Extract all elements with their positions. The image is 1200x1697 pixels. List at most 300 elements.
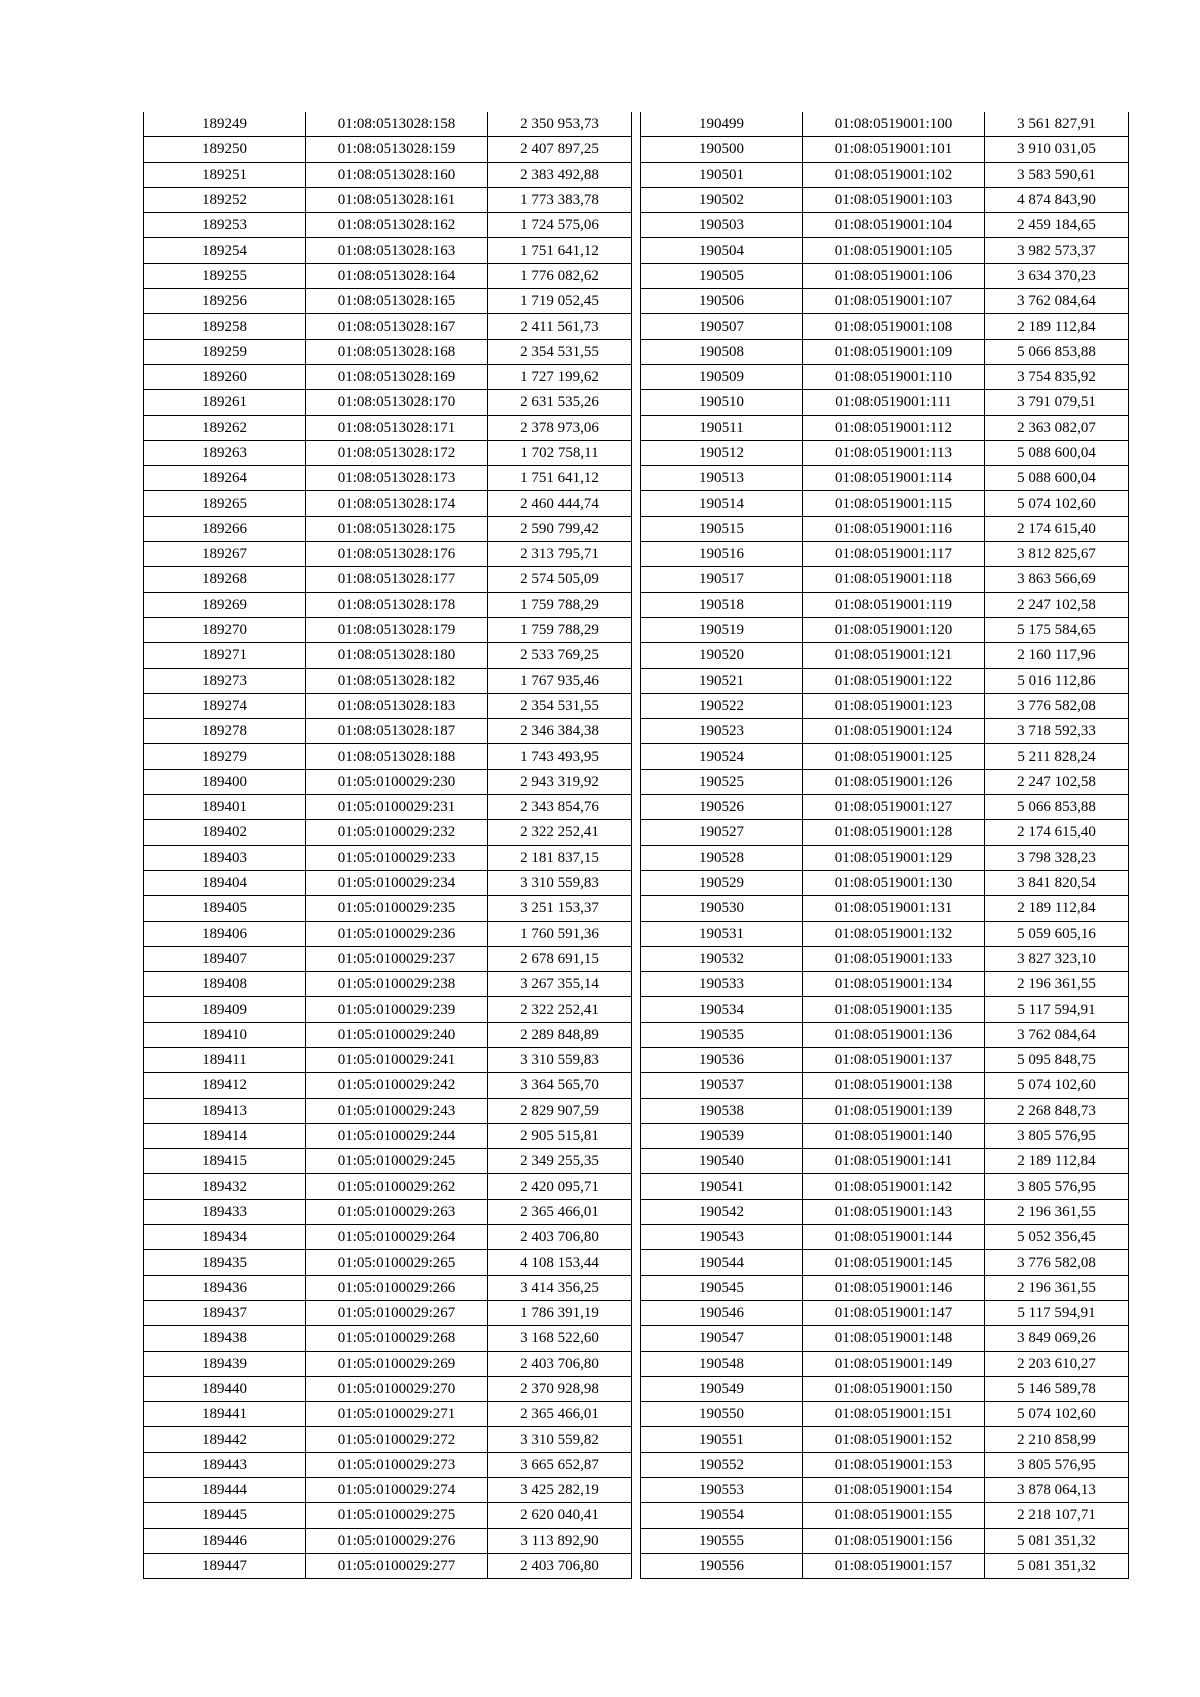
cadastral-number-cell: 01:08:0513028:159 xyxy=(306,137,488,162)
cadastral-number-cell: 01:05:0100029:231 xyxy=(306,795,488,820)
cadastral-value-cell: 2 459 184,65 xyxy=(985,213,1129,238)
cadastral-number-cell: 01:05:0100029:266 xyxy=(306,1275,488,1300)
table-row xyxy=(641,542,1129,567)
table-row xyxy=(144,592,632,617)
cadastral-value-cell: 2 403 706,80 xyxy=(488,1553,632,1578)
table-row xyxy=(144,617,632,642)
table-row xyxy=(144,1427,632,1452)
cadastral-number-cell: 01:08:0513028:160 xyxy=(306,162,488,187)
table-row xyxy=(641,1351,1129,1376)
record-number-cell: 190543 xyxy=(641,1225,803,1250)
record-number-cell: 189440 xyxy=(144,1376,306,1401)
record-number-cell: 190524 xyxy=(641,744,803,769)
cadastral-value-cell: 3 310 559,82 xyxy=(488,1427,632,1452)
table-row xyxy=(641,1250,1129,1275)
record-number-cell: 189403 xyxy=(144,845,306,870)
cadastral-number-cell: 01:08:0519001:142 xyxy=(803,1174,985,1199)
cadastral-number-cell: 01:05:0100029:244 xyxy=(306,1123,488,1148)
cadastral-number-cell: 01:08:0519001:126 xyxy=(803,769,985,794)
cadastral-number-cell: 01:08:0513028:165 xyxy=(306,289,488,314)
record-number-cell: 189253 xyxy=(144,213,306,238)
cadastral-number-cell: 01:08:0519001:146 xyxy=(803,1275,985,1300)
cadastral-number-cell: 01:08:0519001:130 xyxy=(803,870,985,895)
cadastral-number-cell: 01:08:0513028:169 xyxy=(306,364,488,389)
cadastral-value-cell: 2 196 361,55 xyxy=(985,1199,1129,1224)
cadastral-value-cell: 3 776 582,08 xyxy=(985,693,1129,718)
record-number-cell: 190502 xyxy=(641,187,803,212)
table-row xyxy=(144,1022,632,1047)
cadastral-number-cell: 01:08:0519001:150 xyxy=(803,1376,985,1401)
cadastral-value-cell: 2 383 492,88 xyxy=(488,162,632,187)
cadastral-value-cell: 5 081 351,32 xyxy=(985,1528,1129,1553)
record-number-cell: 189278 xyxy=(144,719,306,744)
record-number-cell: 190539 xyxy=(641,1123,803,1148)
cadastral-number-cell: 01:08:0513028:158 xyxy=(306,112,488,137)
record-number-cell: 189442 xyxy=(144,1427,306,1452)
table-row xyxy=(641,997,1129,1022)
cadastral-number-cell: 01:08:0513028:162 xyxy=(306,213,488,238)
left-register-table xyxy=(143,112,632,1579)
cadastral-value-cell: 2 174 615,40 xyxy=(985,516,1129,541)
table-row xyxy=(641,820,1129,845)
record-number-cell: 190530 xyxy=(641,896,803,921)
record-number-cell: 190554 xyxy=(641,1503,803,1528)
table-row xyxy=(144,668,632,693)
record-number-cell: 189273 xyxy=(144,668,306,693)
cadastral-value-cell: 2 160 117,96 xyxy=(985,643,1129,668)
record-number-cell: 190512 xyxy=(641,440,803,465)
cadastral-number-cell: 01:08:0513028:171 xyxy=(306,415,488,440)
table-row xyxy=(641,1047,1129,1072)
left-table-body xyxy=(144,112,632,1579)
record-number-cell: 190534 xyxy=(641,997,803,1022)
table-row xyxy=(641,1225,1129,1250)
cadastral-number-cell: 01:08:0519001:143 xyxy=(803,1199,985,1224)
record-number-cell: 189434 xyxy=(144,1225,306,1250)
cadastral-value-cell: 2 460 444,74 xyxy=(488,491,632,516)
record-number-cell: 189256 xyxy=(144,289,306,314)
table-row xyxy=(144,1528,632,1553)
cadastral-number-cell: 01:08:0513028:179 xyxy=(306,617,488,642)
table-row xyxy=(641,719,1129,744)
cadastral-number-cell: 01:08:0519001:119 xyxy=(803,592,985,617)
record-number-cell: 189408 xyxy=(144,972,306,997)
record-number-cell: 190550 xyxy=(641,1402,803,1427)
table-row xyxy=(144,896,632,921)
cadastral-value-cell: 1 773 383,78 xyxy=(488,187,632,212)
record-number-cell: 190529 xyxy=(641,870,803,895)
cadastral-number-cell: 01:08:0519001:125 xyxy=(803,744,985,769)
cadastral-value-cell: 2 378 973,06 xyxy=(488,415,632,440)
record-number-cell: 190499 xyxy=(641,112,803,137)
record-number-cell: 189250 xyxy=(144,137,306,162)
table-row xyxy=(641,769,1129,794)
record-number-cell: 189414 xyxy=(144,1123,306,1148)
record-number-cell: 190535 xyxy=(641,1022,803,1047)
cadastral-number-cell: 01:08:0519001:134 xyxy=(803,972,985,997)
cadastral-number-cell: 01:05:0100029:241 xyxy=(306,1047,488,1072)
table-row xyxy=(641,870,1129,895)
cadastral-value-cell: 5 117 594,91 xyxy=(985,1300,1129,1325)
record-number-cell: 189260 xyxy=(144,364,306,389)
record-number-cell: 189441 xyxy=(144,1402,306,1427)
record-number-cell: 190533 xyxy=(641,972,803,997)
table-row xyxy=(641,1098,1129,1123)
record-number-cell: 190556 xyxy=(641,1553,803,1578)
cadastral-value-cell: 2 365 466,01 xyxy=(488,1199,632,1224)
table-row xyxy=(144,263,632,288)
table-row xyxy=(641,668,1129,693)
table-row xyxy=(641,1553,1129,1578)
table-row xyxy=(641,1326,1129,1351)
table-row xyxy=(144,162,632,187)
record-number-cell: 189439 xyxy=(144,1351,306,1376)
cadastral-value-cell: 3 841 820,54 xyxy=(985,870,1129,895)
cadastral-number-cell: 01:05:0100029:242 xyxy=(306,1073,488,1098)
cadastral-value-cell: 2 407 897,25 xyxy=(488,137,632,162)
cadastral-number-cell: 01:08:0513028:161 xyxy=(306,187,488,212)
table-row xyxy=(641,946,1129,971)
cadastral-value-cell: 1 743 493,95 xyxy=(488,744,632,769)
table-row xyxy=(144,744,632,769)
cadastral-value-cell: 3 910 031,05 xyxy=(985,137,1129,162)
cadastral-value-cell: 2 343 854,76 xyxy=(488,795,632,820)
cadastral-value-cell: 2 354 531,55 xyxy=(488,339,632,364)
table-row xyxy=(144,1300,632,1325)
cadastral-value-cell: 3 798 328,23 xyxy=(985,845,1129,870)
cadastral-value-cell: 1 727 199,62 xyxy=(488,364,632,389)
cadastral-number-cell: 01:08:0519001:148 xyxy=(803,1326,985,1351)
cadastral-value-cell: 3 665 652,87 xyxy=(488,1452,632,1477)
table-row xyxy=(144,1199,632,1224)
table-row xyxy=(641,1300,1129,1325)
record-number-cell: 190504 xyxy=(641,238,803,263)
record-number-cell: 189415 xyxy=(144,1149,306,1174)
cadastral-number-cell: 01:08:0513028:164 xyxy=(306,263,488,288)
cadastral-value-cell: 5 146 589,78 xyxy=(985,1376,1129,1401)
cadastral-number-cell: 01:08:0519001:112 xyxy=(803,415,985,440)
table-row xyxy=(144,1402,632,1427)
cadastral-value-cell: 2 403 706,80 xyxy=(488,1225,632,1250)
cadastral-number-cell: 01:08:0519001:155 xyxy=(803,1503,985,1528)
cadastral-value-cell: 2 247 102,58 xyxy=(985,769,1129,794)
cadastral-value-cell: 3 425 282,19 xyxy=(488,1478,632,1503)
cadastral-value-cell: 3 634 370,23 xyxy=(985,263,1129,288)
cadastral-value-cell: 3 805 576,95 xyxy=(985,1123,1129,1148)
cadastral-number-cell: 01:08:0513028:182 xyxy=(306,668,488,693)
cadastral-number-cell: 01:08:0513028:183 xyxy=(306,693,488,718)
table-row xyxy=(641,744,1129,769)
cadastral-value-cell: 5 059 605,16 xyxy=(985,921,1129,946)
record-number-cell: 189412 xyxy=(144,1073,306,1098)
cadastral-number-cell: 01:08:0519001:120 xyxy=(803,617,985,642)
cadastral-number-cell: 01:05:0100029:274 xyxy=(306,1478,488,1503)
record-number-cell: 190518 xyxy=(641,592,803,617)
cadastral-number-cell: 01:08:0513028:167 xyxy=(306,314,488,339)
cadastral-number-cell: 01:05:0100029:236 xyxy=(306,921,488,946)
cadastral-number-cell: 01:08:0513028:170 xyxy=(306,390,488,415)
cadastral-value-cell: 3 762 084,64 xyxy=(985,289,1129,314)
record-number-cell: 189400 xyxy=(144,769,306,794)
cadastral-number-cell: 01:05:0100029:263 xyxy=(306,1199,488,1224)
cadastral-value-cell: 3 718 592,33 xyxy=(985,719,1129,744)
record-number-cell: 189261 xyxy=(144,390,306,415)
cadastral-number-cell: 01:08:0519001:108 xyxy=(803,314,985,339)
table-row xyxy=(144,238,632,263)
cadastral-number-cell: 01:08:0519001:122 xyxy=(803,668,985,693)
table-row xyxy=(144,1326,632,1351)
record-number-cell: 190508 xyxy=(641,339,803,364)
record-number-cell: 189405 xyxy=(144,896,306,921)
cadastral-value-cell: 3 812 825,67 xyxy=(985,542,1129,567)
cadastral-value-cell: 2 631 535,26 xyxy=(488,390,632,415)
record-number-cell: 189262 xyxy=(144,415,306,440)
record-number-cell: 190538 xyxy=(641,1098,803,1123)
record-number-cell: 189410 xyxy=(144,1022,306,1047)
cadastral-value-cell: 3 414 356,25 xyxy=(488,1275,632,1300)
cadastral-value-cell: 2 354 531,55 xyxy=(488,693,632,718)
cadastral-number-cell: 01:08:0519001:138 xyxy=(803,1073,985,1098)
record-number-cell: 190521 xyxy=(641,668,803,693)
table-row xyxy=(144,845,632,870)
table-row xyxy=(641,845,1129,870)
table-row xyxy=(641,1123,1129,1148)
table-row xyxy=(144,769,632,794)
cadastral-number-cell: 01:05:0100029:273 xyxy=(306,1452,488,1477)
table-row xyxy=(144,112,632,137)
record-number-cell: 190523 xyxy=(641,719,803,744)
table-row xyxy=(144,795,632,820)
cadastral-value-cell: 2 196 361,55 xyxy=(985,972,1129,997)
cadastral-number-cell: 01:05:0100029:268 xyxy=(306,1326,488,1351)
table-row xyxy=(144,1275,632,1300)
table-row xyxy=(641,1022,1129,1047)
record-number-cell: 189413 xyxy=(144,1098,306,1123)
cadastral-value-cell: 2 268 848,73 xyxy=(985,1098,1129,1123)
record-number-cell: 190526 xyxy=(641,795,803,820)
table-row xyxy=(641,314,1129,339)
cadastral-number-cell: 01:05:0100029:232 xyxy=(306,820,488,845)
table-row xyxy=(641,238,1129,263)
cadastral-number-cell: 01:08:0519001:154 xyxy=(803,1478,985,1503)
record-number-cell: 189270 xyxy=(144,617,306,642)
record-number-cell: 190507 xyxy=(641,314,803,339)
table-row xyxy=(641,491,1129,516)
cadastral-value-cell: 5 095 848,75 xyxy=(985,1047,1129,1072)
right-register-table xyxy=(640,112,1129,1579)
table-row xyxy=(641,693,1129,718)
cadastral-value-cell: 5 117 594,91 xyxy=(985,997,1129,1022)
cadastral-value-cell: 2 905 515,81 xyxy=(488,1123,632,1148)
table-row xyxy=(144,997,632,1022)
cadastral-value-cell: 3 754 835,92 xyxy=(985,364,1129,389)
record-number-cell: 190547 xyxy=(641,1326,803,1351)
cadastral-number-cell: 01:08:0519001:110 xyxy=(803,364,985,389)
cadastral-value-cell: 3 267 355,14 xyxy=(488,972,632,997)
table-row xyxy=(641,617,1129,642)
cadastral-number-cell: 01:08:0519001:104 xyxy=(803,213,985,238)
table-row xyxy=(144,1149,632,1174)
table-row xyxy=(144,1073,632,1098)
table-row xyxy=(144,1250,632,1275)
table-row xyxy=(144,314,632,339)
cadastral-value-cell: 2 313 795,71 xyxy=(488,542,632,567)
cadastral-number-cell: 01:05:0100029:238 xyxy=(306,972,488,997)
cadastral-number-cell: 01:08:0519001:115 xyxy=(803,491,985,516)
record-number-cell: 190517 xyxy=(641,567,803,592)
cadastral-number-cell: 01:05:0100029:239 xyxy=(306,997,488,1022)
record-number-cell: 189435 xyxy=(144,1250,306,1275)
record-number-cell: 189268 xyxy=(144,567,306,592)
record-number-cell: 189438 xyxy=(144,1326,306,1351)
record-number-cell: 190537 xyxy=(641,1073,803,1098)
table-row xyxy=(641,1478,1129,1503)
record-number-cell: 190525 xyxy=(641,769,803,794)
record-number-cell: 190509 xyxy=(641,364,803,389)
table-row xyxy=(144,972,632,997)
cadastral-value-cell: 5 052 356,45 xyxy=(985,1225,1129,1250)
table-row xyxy=(641,1402,1129,1427)
table-row xyxy=(641,137,1129,162)
record-number-cell: 189436 xyxy=(144,1275,306,1300)
cadastral-value-cell: 2 174 615,40 xyxy=(985,820,1129,845)
table-row xyxy=(641,162,1129,187)
cadastral-value-cell: 3 762 084,64 xyxy=(985,1022,1129,1047)
table-row xyxy=(144,1351,632,1376)
record-number-cell: 190546 xyxy=(641,1300,803,1325)
record-number-cell: 190544 xyxy=(641,1250,803,1275)
table-row xyxy=(144,1123,632,1148)
table-row xyxy=(641,643,1129,668)
cadastral-value-cell: 3 168 522,60 xyxy=(488,1326,632,1351)
table-row xyxy=(144,1376,632,1401)
record-number-cell: 189252 xyxy=(144,187,306,212)
record-number-cell: 189263 xyxy=(144,440,306,465)
cadastral-number-cell: 01:08:0519001:127 xyxy=(803,795,985,820)
cadastral-number-cell: 01:08:0519001:111 xyxy=(803,390,985,415)
cadastral-number-cell: 01:08:0519001:153 xyxy=(803,1452,985,1477)
record-number-cell: 189407 xyxy=(144,946,306,971)
table-row xyxy=(641,440,1129,465)
cadastral-value-cell: 3 805 576,95 xyxy=(985,1174,1129,1199)
cadastral-value-cell: 2 189 112,84 xyxy=(985,314,1129,339)
cadastral-value-cell: 5 211 828,24 xyxy=(985,744,1129,769)
cadastral-value-cell: 3 849 069,26 xyxy=(985,1326,1129,1351)
record-number-cell: 189259 xyxy=(144,339,306,364)
cadastral-value-cell: 5 016 112,86 xyxy=(985,668,1129,693)
cadastral-value-cell: 3 827 323,10 xyxy=(985,946,1129,971)
cadastral-number-cell: 01:08:0519001:106 xyxy=(803,263,985,288)
cadastral-number-cell: 01:05:0100029:235 xyxy=(306,896,488,921)
table-row xyxy=(641,516,1129,541)
cadastral-value-cell: 2 350 953,73 xyxy=(488,112,632,137)
cadastral-number-cell: 01:08:0519001:145 xyxy=(803,1250,985,1275)
table-row xyxy=(641,390,1129,415)
cadastral-number-cell: 01:08:0519001:113 xyxy=(803,440,985,465)
record-number-cell: 190505 xyxy=(641,263,803,288)
cadastral-number-cell: 01:05:0100029:243 xyxy=(306,1098,488,1123)
table-row xyxy=(144,440,632,465)
record-number-cell: 190548 xyxy=(641,1351,803,1376)
cadastral-number-cell: 01:05:0100029:265 xyxy=(306,1250,488,1275)
record-number-cell: 190515 xyxy=(641,516,803,541)
table-row xyxy=(641,592,1129,617)
record-number-cell: 189279 xyxy=(144,744,306,769)
record-number-cell: 189447 xyxy=(144,1553,306,1578)
cadastral-number-cell: 01:08:0519001:117 xyxy=(803,542,985,567)
cadastral-number-cell: 01:08:0519001:133 xyxy=(803,946,985,971)
cadastral-value-cell: 4 874 843,90 xyxy=(985,187,1129,212)
record-number-cell: 189254 xyxy=(144,238,306,263)
record-number-cell: 190506 xyxy=(641,289,803,314)
table-row xyxy=(641,567,1129,592)
record-number-cell: 189411 xyxy=(144,1047,306,1072)
table-row xyxy=(144,567,632,592)
record-number-cell: 190531 xyxy=(641,921,803,946)
cadastral-value-cell: 3 805 576,95 xyxy=(985,1452,1129,1477)
cadastral-value-cell: 3 583 590,61 xyxy=(985,162,1129,187)
table-row xyxy=(144,187,632,212)
table-row xyxy=(144,390,632,415)
record-number-cell: 189437 xyxy=(144,1300,306,1325)
cadastral-number-cell: 01:05:0100029:240 xyxy=(306,1022,488,1047)
table-row xyxy=(641,795,1129,820)
cadastral-number-cell: 01:08:0519001:147 xyxy=(803,1300,985,1325)
cadastral-number-cell: 01:08:0519001:152 xyxy=(803,1427,985,1452)
cadastral-value-cell: 1 776 082,62 xyxy=(488,263,632,288)
cadastral-number-cell: 01:05:0100029:271 xyxy=(306,1402,488,1427)
cadastral-value-cell: 1 702 758,11 xyxy=(488,440,632,465)
cadastral-value-cell: 1 751 641,12 xyxy=(488,238,632,263)
table-row xyxy=(144,1047,632,1072)
cadastral-value-cell: 5 088 600,04 xyxy=(985,440,1129,465)
cadastral-value-cell: 2 196 361,55 xyxy=(985,1275,1129,1300)
cadastral-number-cell: 01:08:0519001:129 xyxy=(803,845,985,870)
record-number-cell: 189258 xyxy=(144,314,306,339)
cadastral-value-cell: 3 364 565,70 xyxy=(488,1073,632,1098)
table-row xyxy=(641,339,1129,364)
table-row xyxy=(641,1528,1129,1553)
table-row xyxy=(641,213,1129,238)
table-row xyxy=(144,820,632,845)
cadastral-value-cell: 3 113 892,90 xyxy=(488,1528,632,1553)
table-row xyxy=(641,1427,1129,1452)
table-row xyxy=(641,187,1129,212)
cadastral-value-cell: 3 310 559,83 xyxy=(488,1047,632,1072)
cadastral-number-cell: 01:08:0519001:132 xyxy=(803,921,985,946)
table-row xyxy=(144,921,632,946)
cadastral-number-cell: 01:08:0519001:114 xyxy=(803,466,985,491)
table-row xyxy=(144,415,632,440)
table-row xyxy=(144,1174,632,1199)
record-number-cell: 189251 xyxy=(144,162,306,187)
cadastral-number-cell: 01:08:0519001:149 xyxy=(803,1351,985,1376)
record-number-cell: 189404 xyxy=(144,870,306,895)
table-row xyxy=(144,289,632,314)
record-number-cell: 190501 xyxy=(641,162,803,187)
record-number-cell: 190522 xyxy=(641,693,803,718)
cadastral-value-cell: 2 322 252,41 xyxy=(488,820,632,845)
record-number-cell: 190536 xyxy=(641,1047,803,1072)
table-row xyxy=(641,466,1129,491)
cadastral-value-cell: 2 203 610,27 xyxy=(985,1351,1129,1376)
table-row xyxy=(144,643,632,668)
cadastral-number-cell: 01:05:0100029:276 xyxy=(306,1528,488,1553)
cadastral-number-cell: 01:08:0519001:141 xyxy=(803,1149,985,1174)
table-row xyxy=(641,1452,1129,1477)
cadastral-number-cell: 01:08:0519001:136 xyxy=(803,1022,985,1047)
cadastral-value-cell: 1 767 935,46 xyxy=(488,668,632,693)
